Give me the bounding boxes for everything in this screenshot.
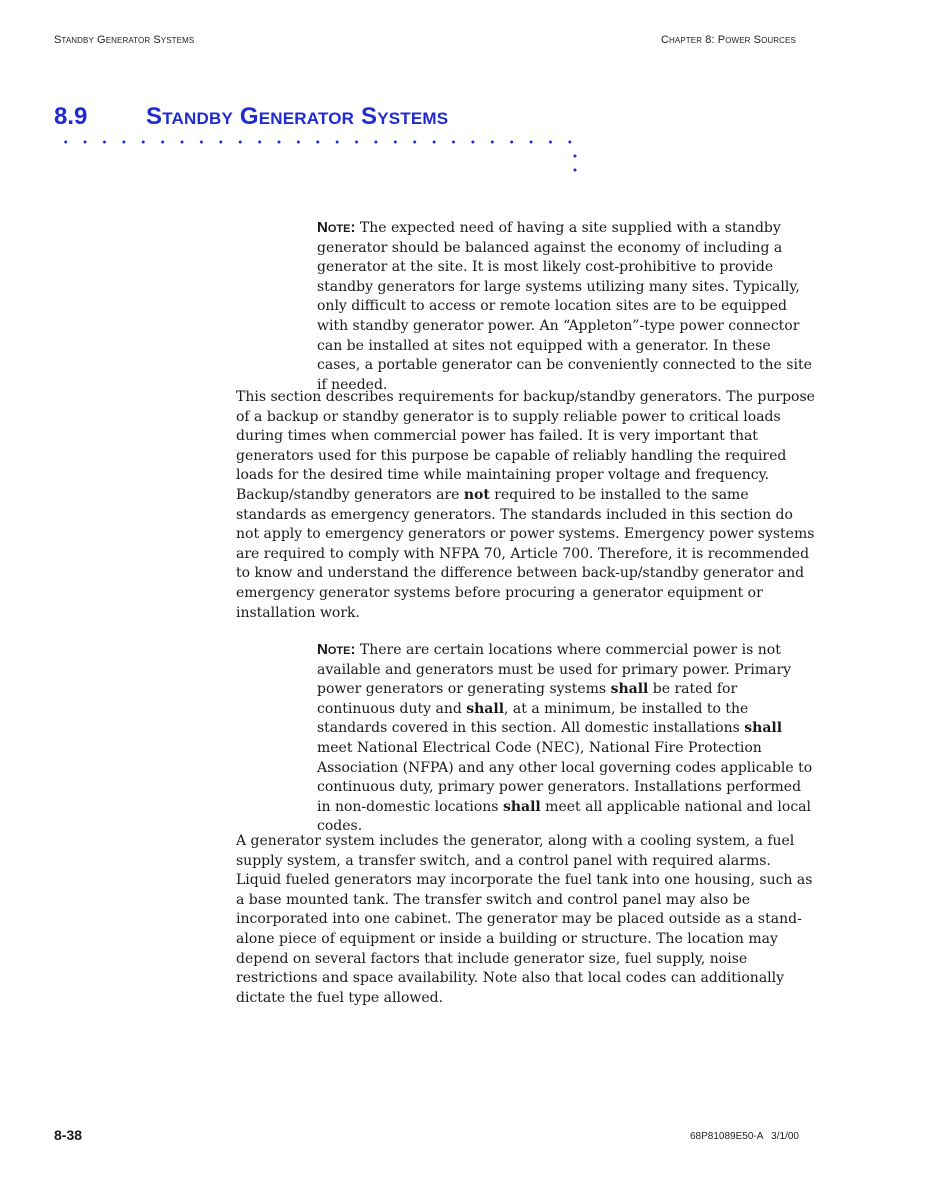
- section-title: Standby Generator Systems: [146, 103, 449, 130]
- dotted-rule-vertical: [568, 149, 582, 177]
- page-number: 8-38: [54, 1127, 83, 1143]
- note-text: There are certain locations where commercial power is not available and generators must be used for primary power. Primary power generators or generating systems: [317, 642, 792, 698]
- emphasis-shall: shall: [744, 720, 783, 737]
- emphasis-shall: shall: [466, 700, 505, 717]
- emphasis-shall: shall: [502, 798, 541, 815]
- document-id: 68P81089E50-A 3/1/00: [690, 1131, 799, 1142]
- section-number: 8.9: [54, 103, 88, 130]
- note-label: Note:: [317, 641, 356, 658]
- dotted-rule-horizontal: [56, 135, 578, 149]
- paragraph-text: This section describes requirements for backup/standby generators. The purpose of a backup or standby generator is to supply reliable power to critical loads during times when commercial power has failed. It is very important that generators used for this purpose be capable of reliably handling the required loads for the desired time while maintaining proper voltage and frequency. Backup/standby generators are: [236, 389, 815, 503]
- note-block-2: [317, 640, 817, 837]
- body-paragraph-2: [236, 832, 818, 1008]
- emphasis-shall: shall: [610, 681, 649, 698]
- note-block-1: [317, 218, 817, 395]
- paragraph-text: required to be installed to the same standards as emergency generators. The standards included in this section do not apply to emergency generators or power systems. Emergency power systems are required to comply with NFPA 70, Article 700. Therefore, it is recommended to know and understand the difference between back-up/standby generator and emergency generator systems before procuring a generator equipment or installation work.: [236, 486, 815, 621]
- running-header-right: Chapter 8: Power Sources: [661, 34, 796, 46]
- note-text: , at a minimum, be installed to the standards covered in this section. All domestic installations: [317, 700, 749, 737]
- note-text: be rated for continuous duty and: [317, 681, 738, 717]
- body-paragraph-1: [236, 388, 818, 623]
- note-label: Note:: [317, 219, 356, 236]
- note-text: meet all applicable national and local codes.: [317, 798, 811, 835]
- note-text: meet National Electrical Code (NEC), National Fire Protection Association (NFPA) and any other local governing codes applicable to continuous duty, primary power generators. Installations performed in non-domestic locations: [317, 739, 813, 815]
- running-header-left: Standby Generator Systems: [54, 34, 195, 46]
- paragraph-text: A generator system includes the generator, along with a cooling system, a fuel supply system, a transfer switch, and a control panel with required alarms. Liquid fueled generators may incorporate the fuel tank into one housing, such as a base mounted tank. The transfer switch and control panel may also be incorporated into one cabinet. The generator may be placed outside as a stand-alone piece of equipment or inside a building or structure. The location may depend on several factors that include generator size, fuel supply, noise restrictions and space availability. Note also that local codes can additionally dictate the fuel type allowed.: [236, 833, 813, 1006]
- emphasis-not: not: [463, 486, 490, 503]
- note-text: The expected need of having a site supplied with a standby generator should be balanced against the economy of including a generator at the site. It is most likely cost-prohibitive to provide standby generators for large systems utilizing many sites. Typically, only difficult to access or remote location sites are to be equipped with standby generator power. An “Appleton”-type power connector can be installed at sites not equipped with a generator. In these cases, a portable generator can be conveniently connected to the site if needed.: [317, 220, 812, 393]
